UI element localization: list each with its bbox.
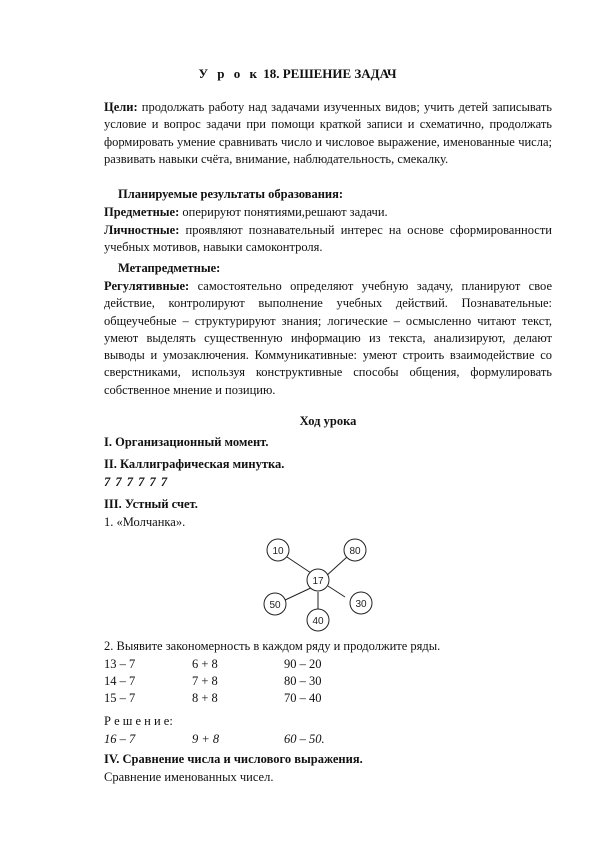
section-4-heading: IV. Сравнение числа и числового выражения. bbox=[104, 752, 363, 766]
task-2-label: 2. Выявите закономерность в каждом ряду и продолжите ряды. bbox=[104, 639, 441, 653]
section-1-heading: I. Организационный момент. bbox=[104, 435, 269, 449]
lesson-course-heading: Ход урока bbox=[299, 414, 357, 428]
diagram-line bbox=[328, 586, 345, 597]
node-label-left: 50 bbox=[269, 600, 281, 611]
personal-label: Личностные: bbox=[104, 223, 180, 237]
regulatory-label: Регулятивные: bbox=[104, 279, 190, 293]
series-cell: 7 + 8 bbox=[192, 674, 218, 688]
solution-cell: 16 – 7 bbox=[104, 732, 136, 746]
series-cell: 8 + 8 bbox=[192, 691, 218, 705]
section-3-heading: III. Устный счет. bbox=[104, 497, 198, 511]
solution-cell: 9 + 8 bbox=[192, 732, 220, 746]
subject-text: оперируют понятиями,решают задачи. bbox=[179, 205, 388, 219]
regulatory-paragraph bbox=[104, 278, 552, 399]
personal-paragraph bbox=[104, 222, 552, 257]
solution-cell: 60 – 50. bbox=[284, 732, 325, 746]
series-cell: 14 – 7 bbox=[104, 674, 136, 688]
node-label-top-right: 80 bbox=[349, 546, 361, 557]
node-label-center: 17 bbox=[312, 576, 324, 587]
regulatory-text: самостоятельно определяют учебную задачу, планируют свое действие, контролируют выполнение учебных действий. Познавательные: общеучебные – структурируют знания; логические – осмысленно читают текст, умеют выделять существенную информацию из текста, анализируют, делают выводы и умозаключения. Коммуникативные: умеют строить взаимодействие со сверстниками, используя конструктивные способы общения, формулировать собственное мнение и позицию. bbox=[104, 279, 552, 397]
node-label-bottom: 40 bbox=[312, 616, 324, 627]
node-label-top-left: 10 bbox=[272, 546, 284, 557]
subject-label: Предметные: bbox=[104, 205, 180, 219]
title-prefix: У р о к bbox=[198, 66, 260, 81]
personal-text: проявляют познавательный интерес на основе сформированности учебных мотивов, навыки самоконтроля. bbox=[104, 223, 552, 255]
task-1-label: 1. «Молчанка». bbox=[104, 515, 186, 529]
series-cell: 6 + 8 bbox=[192, 657, 218, 671]
section-4-subheading: Сравнение именованных чисел. bbox=[104, 770, 274, 784]
solution-label: Р е ш е н и е: bbox=[104, 714, 173, 728]
series-cell: 15 – 7 bbox=[104, 691, 136, 705]
goals-text: продолжать работу над задачами изученных видов; учить детей записывать условие и вопрос задачи при помощи краткой записи и схематично, продолжать формировать умение сравнивать число и числовое выражение, именованные числа; развивать навыки счёта, внимание, наблюдательность, смекалку. bbox=[104, 100, 552, 166]
title-rest: 18. РЕШЕНИЕ ЗАДАЧ bbox=[259, 66, 397, 81]
section-2-heading: II. Каллиграфическая минутка. bbox=[104, 457, 285, 471]
node-label-right: 30 bbox=[355, 599, 367, 610]
series-cell: 70 – 40 bbox=[284, 691, 322, 705]
meta-heading: Метапредметные: bbox=[118, 261, 221, 275]
series-cell: 13 – 7 bbox=[104, 657, 136, 671]
series-cell: 90 – 20 bbox=[284, 657, 322, 671]
lesson-title bbox=[0, 66, 595, 82]
goals-label: Цели: bbox=[104, 100, 138, 114]
star-diagram bbox=[255, 533, 385, 633]
diagram-line bbox=[325, 557, 347, 577]
subject-paragraph bbox=[104, 204, 552, 221]
planned-heading: Планируемые результаты образования: bbox=[118, 187, 344, 201]
calligraphy-line: 7 7 7 7 7 7 bbox=[104, 475, 169, 489]
series-cell: 80 – 30 bbox=[284, 674, 322, 688]
goals-paragraph bbox=[104, 99, 552, 168]
